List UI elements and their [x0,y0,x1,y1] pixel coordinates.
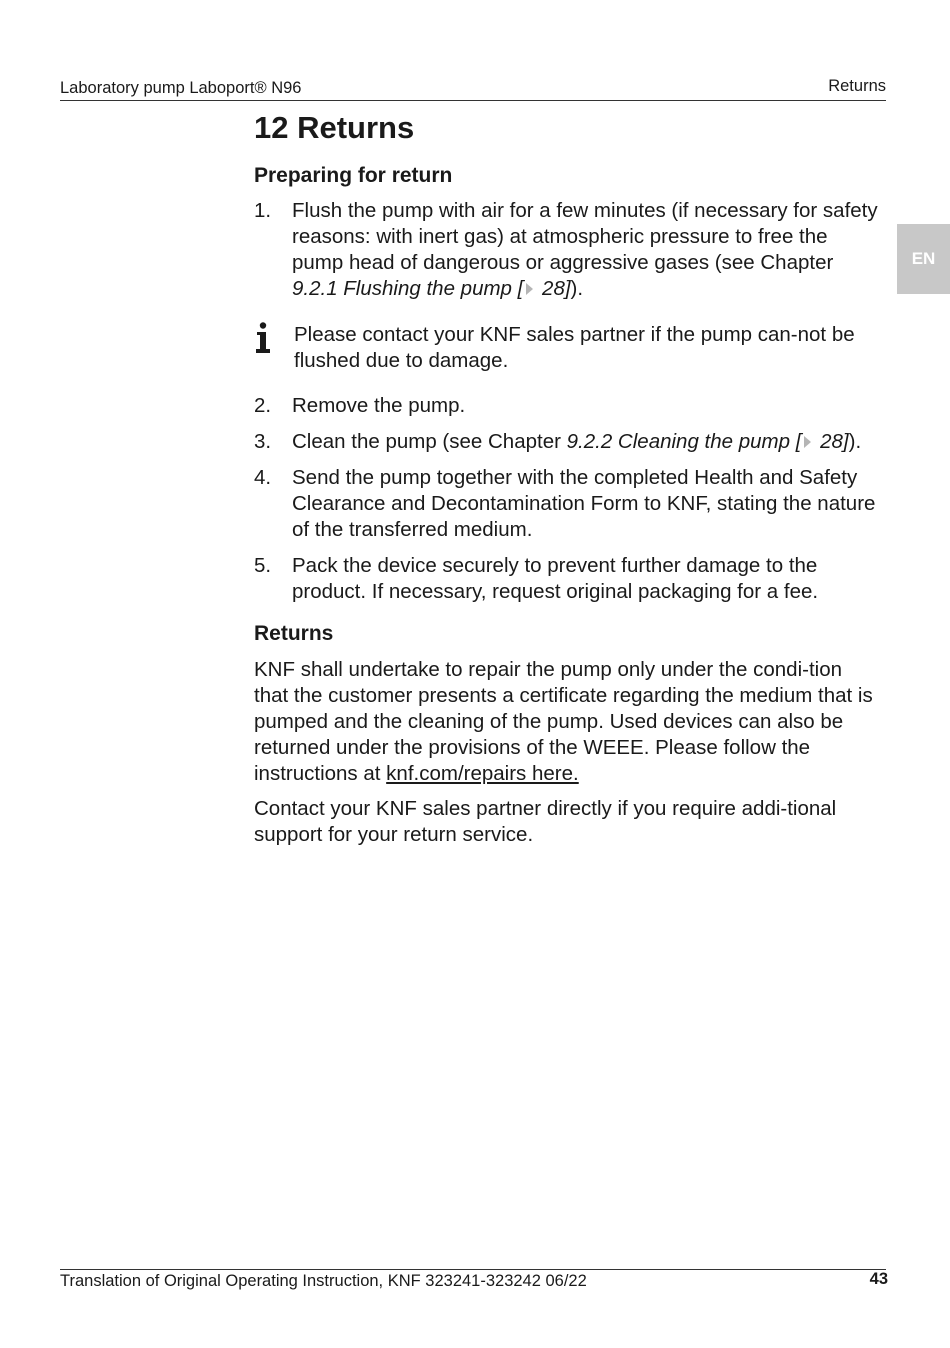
page-number: 43 [869,1270,888,1288]
header-section-name: Returns [828,77,886,95]
step-number: 5. [254,554,272,577]
page-arrow-icon [525,282,534,296]
step-5 [254,553,880,605]
step-number: 4. [254,466,272,489]
step-number: 3. [254,430,272,453]
step-number: 1. [254,199,272,222]
returns-heading: Returns [254,622,334,645]
step-text: Remove the pump. [292,394,466,417]
step-text: Clean the pump (see Chapter [292,430,567,453]
support-paragraph: Contact your KNF sales partner directly if you require addi-tional support for your return service. [254,797,837,846]
cross-reference-link[interactable]: 9.2.2 Cleaning the pump [ 28] [566,430,849,453]
chapter-title: 12 Returns [254,110,415,145]
page-arrow-icon [803,435,812,449]
footer-document-info: Translation of Original Operating Instruction, KNF 323241-323242 06/22 [60,1272,587,1290]
step-2 [254,393,880,419]
step-text: Pack the device securely to prevent further damage to the product. If necessary, request original packaging for a fee. [292,554,819,603]
info-note [254,322,880,374]
step-3: 3. Clean the pump (see Chapter 9.2.2 Cleaning the pump [ 28]). [254,430,862,453]
footer-divider [60,1269,886,1270]
step-4 [254,465,880,543]
step-text: Flush the pump with air for a few minutes (if necessary for safety reasons: with inert gas) at atmospheric pressure to free the pump head of dangerous or aggressive gases (see Chapter [292,199,878,274]
preparing-heading: Preparing for return [254,164,453,187]
repairs-link[interactable]: knf.com/repairs here. [386,762,579,785]
page-content [254,108,880,848]
language-tab: EN [897,224,950,294]
step-number: 2. [254,394,272,417]
step-text: Send the pump together with the completed Health and Safety Clearance and Decontamination Form to KNF, stating the nature of the transferred medium. [292,466,876,541]
step-1: 1. Flush the pump with air for a few minutes (if necessary for safety reasons: with inert gas) at atmospheric pressure to free the pump head of dangerous or aggressive gases (see Chapter 9.2.1 Flushing the pump [ 28]). [254,199,878,300]
returns-paragraph: KNF shall undertake to repair the pump only under the condi-tion that the customer presents a certificate regarding the medium that is pumped and the cleaning of the pump. Used devices can also be returned under the provisions of the WEEE. Please follow the instructions at knf.com/repairs here. [254,658,873,785]
cross-reference-link[interactable]: 9.2.1 Flushing the pump [ 28] [292,277,571,300]
note-text: Please contact your KNF sales partner if the pump can-not be flushed due to damage. [294,323,855,372]
header-product-name: Laboratory pump Laboport® N96 [60,79,302,97]
info-icon [254,322,294,374]
header-divider [60,100,886,101]
